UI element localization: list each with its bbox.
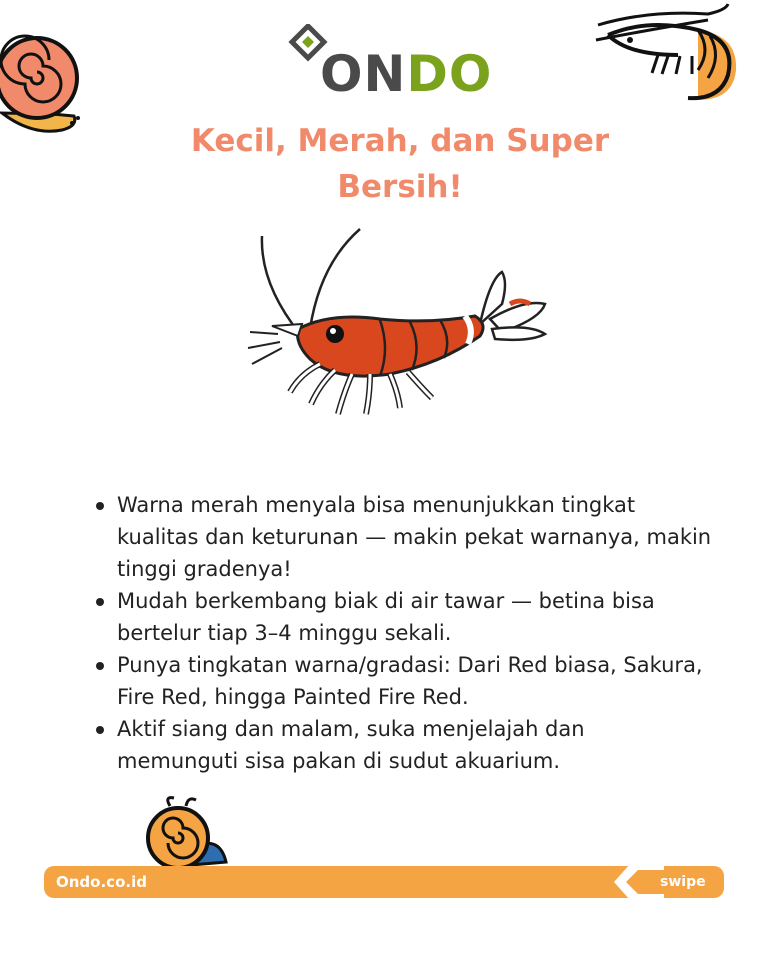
title-line-2: Bersih! [337,169,463,205]
footer-site-link[interactable]: Ondo.co.id [56,873,147,891]
snail-illustration-icon [140,796,240,870]
chevron-left-icon [608,860,664,904]
ondo-wordmark: ONDO [320,45,493,103]
list-item: Punya tingkatan warna/gradasi: Dari Red biasa, Sakura, Fire Red, hingga Painted Fire Red. [92,649,712,713]
page-title [150,118,650,210]
title-line-1: Kecil, Merah, dan Super [190,123,610,159]
list-item: Aktif siang dan malam, suka menjelajah dan memunguti sisa pakan di sudut akuarium. [92,713,712,777]
ondo-logo [288,24,493,104]
snail-illustration-icon [0,18,92,138]
facts-list [92,489,712,777]
shrimp-illustration-icon [588,0,748,110]
red-cherry-shrimp-illustration-icon [240,224,560,444]
list-item: Mudah berkembang biak di air tawar — betina bisa bertelur tiap 3–4 minggu sekali. [92,585,712,649]
list-item: Warna merah menyala bisa menunjukkan tingkat kualitas dan keturunan — makin pekat warnanya, makin tinggi gradenya! [92,489,712,585]
swipe-button[interactable]: swipe [660,874,706,890]
